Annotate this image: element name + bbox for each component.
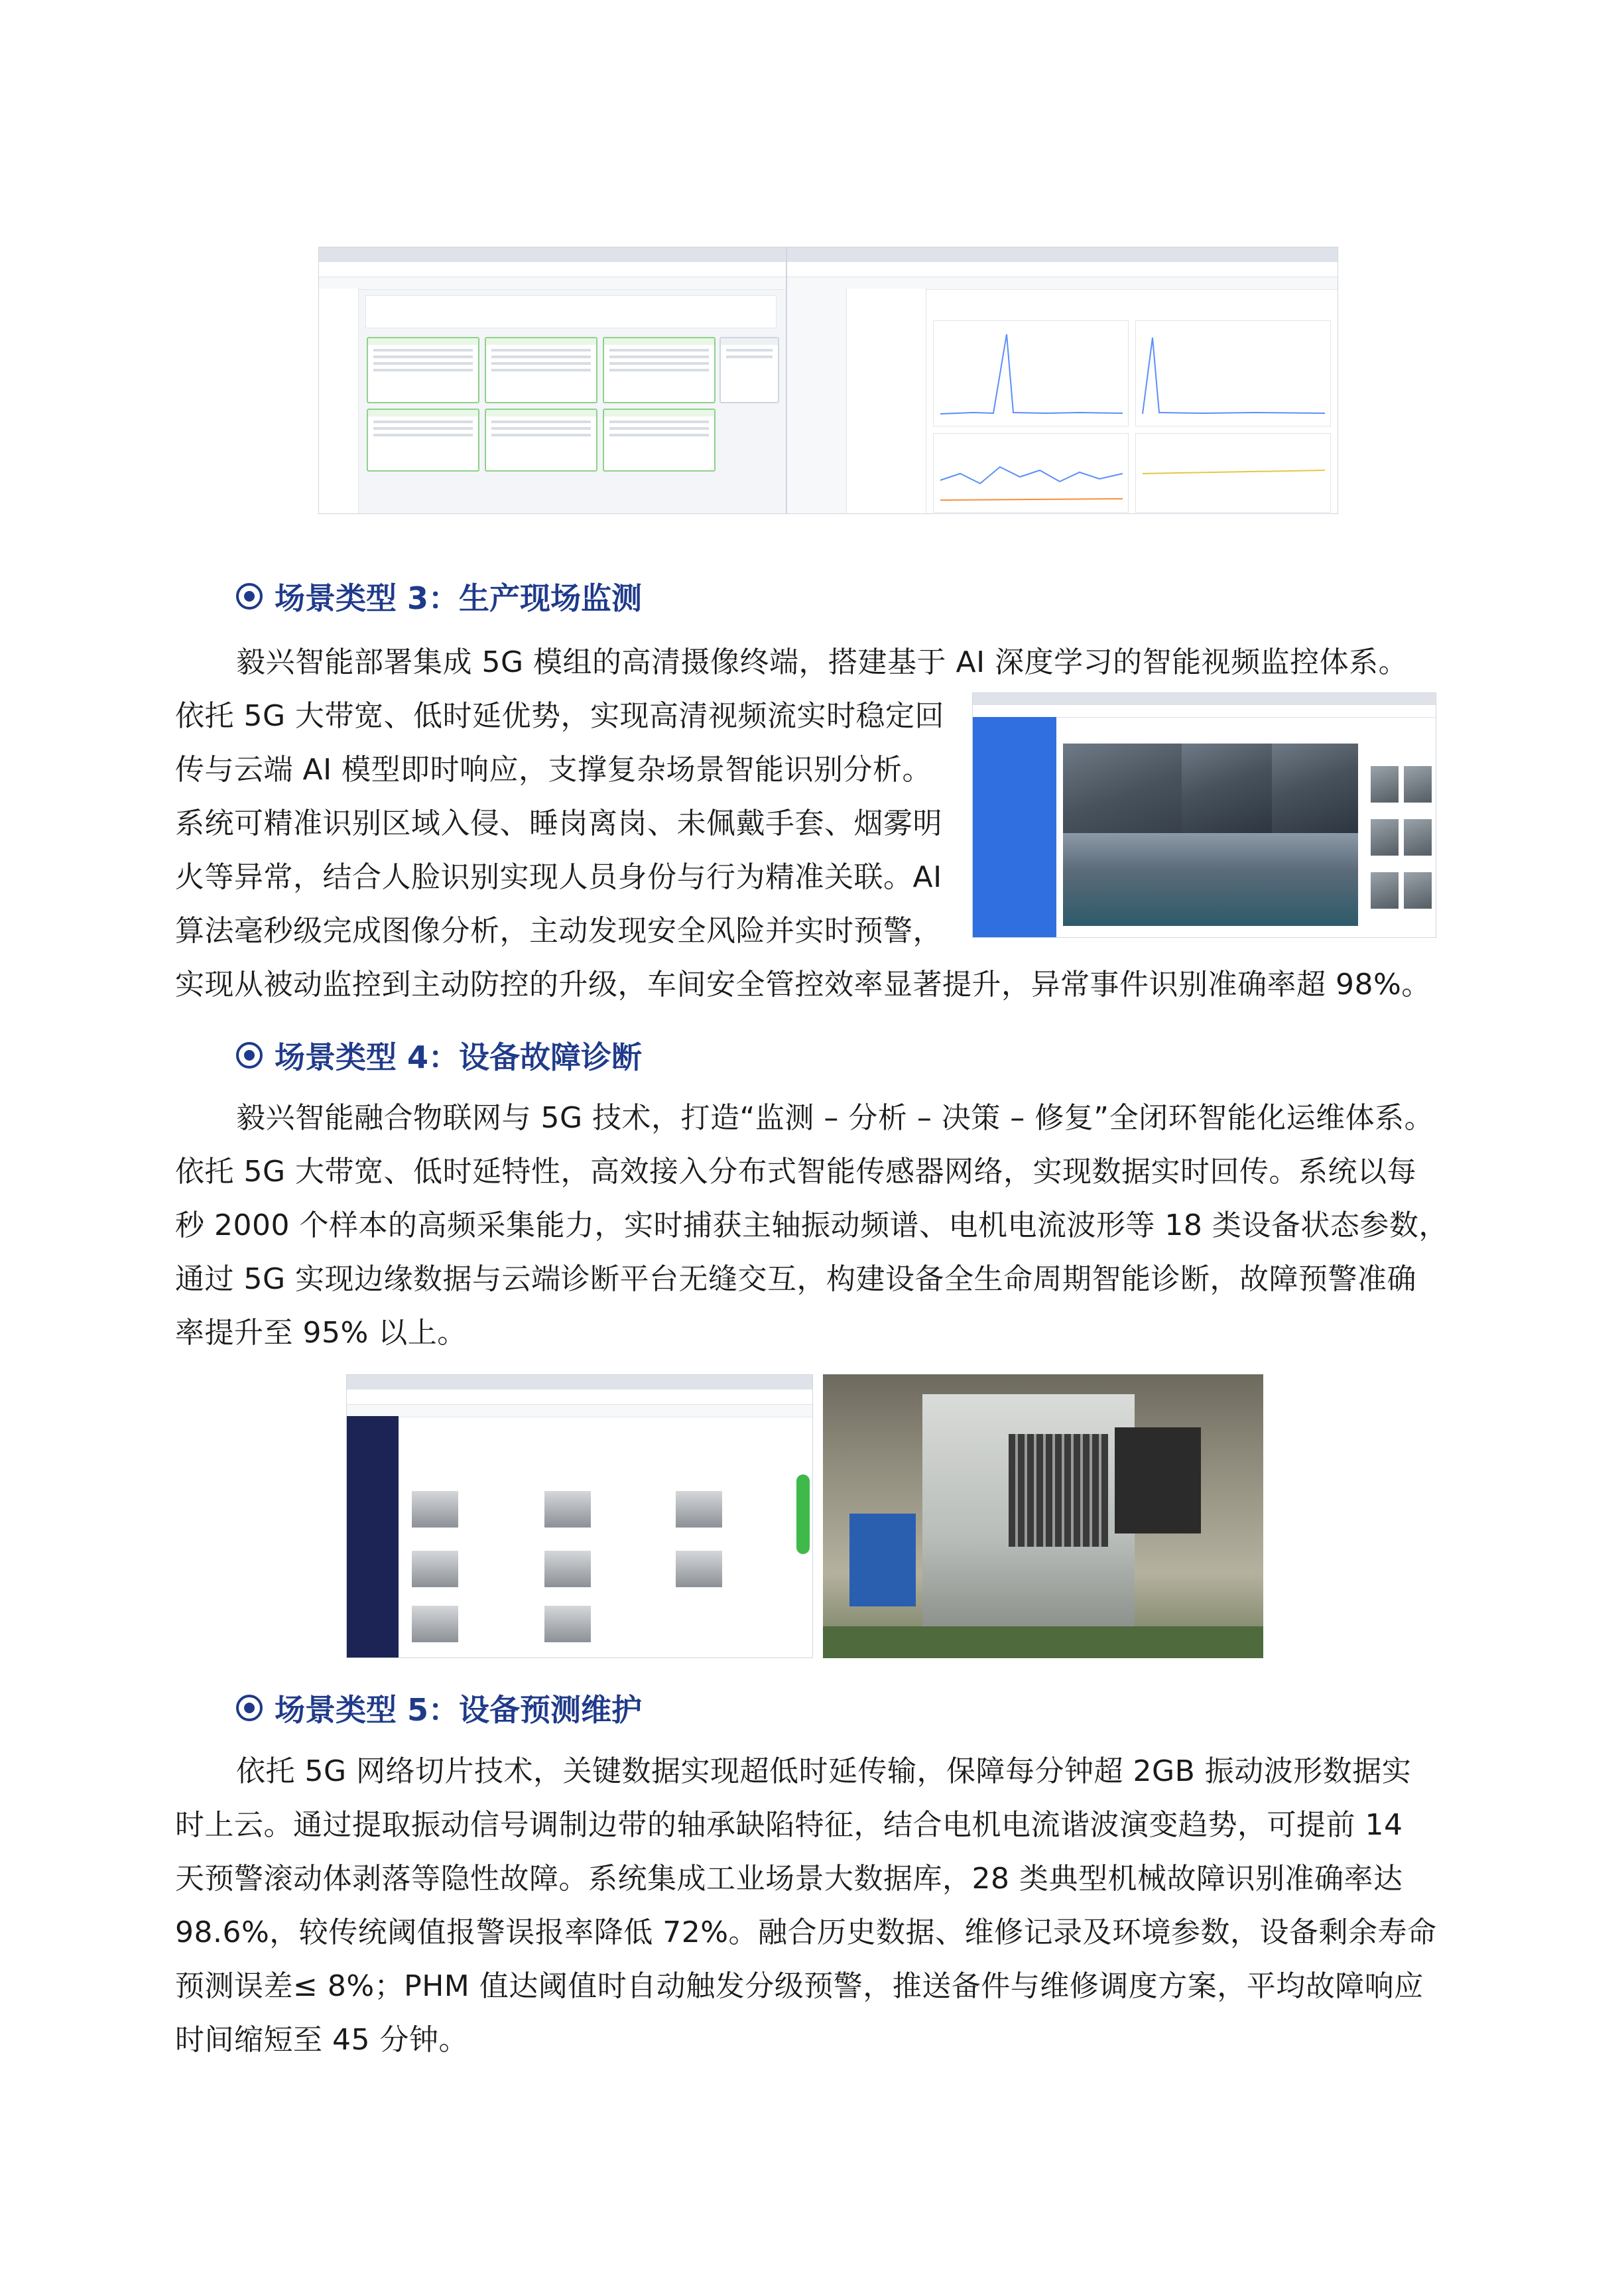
paragraph-line: 系统可精准识别区域入侵、睡岗离岗、未佩戴手套、烟雾明 — [175, 807, 942, 840]
figure-cloud-video-monitoring — [972, 692, 1436, 938]
figure-cnc-machine-photo — [823, 1374, 1263, 1658]
paragraph-line: 天预警滚动体剥落等隐性故障。系统集成工业场景大数据库，28 类典型机械故障识别准确率达 — [175, 1862, 1403, 1896]
figure-history-curves — [786, 247, 1338, 514]
paragraph-line: 98.6%，较传统阈值报警误报率降低 72%。融合历史数据、维修记录及环境参数，设备剩余寿命 — [175, 1916, 1437, 1949]
bullet-icon — [236, 1042, 263, 1069]
paragraph-line: 时间缩短至 45 分钟。 — [175, 2023, 468, 2057]
speed-chart-icon — [1136, 434, 1332, 513]
section-heading-text: 场景类型 3：生产现场监测 — [275, 580, 643, 616]
paragraph-line: 毅兴智能融合物联网与 5G 技术，打造“监测 – 分析 – 决策 – 修复”全闭环智能化运维体系。 — [236, 1101, 1434, 1135]
current-chart-icon — [934, 434, 1129, 513]
paragraph-line: 秒 2000 个样本的高频采集能力，实时捕获主轴振动频谱、电机电流波形等 18 类设备状态参数， — [175, 1208, 1448, 1242]
paragraph-line: 火等异常，结合人脸识别实现人员身份与行为精准关联。AI — [175, 860, 942, 894]
paragraph-line: 依托 5G 大带宽、低时延特性，高效接入分布式智能传感器网络，实现数据实时回传。系统以每 — [175, 1155, 1417, 1189]
paragraph-line: 依托 5G 大带宽、低时延优势，实现高清视频流实时稳定回 — [175, 699, 945, 733]
section-heading-text: 场景类型 5：设备预测维护 — [275, 1692, 643, 1728]
paragraph-line: 毅兴智能部署集成 5G 模组的高清摄像终端，搭建基于 AI 深度学习的智能视频监控体系。 — [236, 645, 1408, 679]
paragraph-line: 率提升至 95% 以上。 — [175, 1316, 467, 1350]
paragraph-line: 传与云端 AI 模型即时响应，支撑复杂场景智能识别分析。 — [175, 753, 932, 787]
section-heading-3 — [236, 574, 642, 618]
temperature-chart-icon — [1136, 321, 1332, 427]
paragraph-line: 通过 5G 实现边缘数据与云端诊断平台无缝交互，构建设备全生命周期智能诊断，故障预警准确 — [175, 1262, 1417, 1296]
paragraph-line: 预测误差≤ 8%；PHM 值达阈值时自动触发分级预警，推送备件与维修调度方案，平均故障响应 — [175, 1969, 1424, 2003]
bullet-icon — [236, 583, 263, 610]
paragraph-line: 算法毫秒级完成图像分析，主动发现安全风险并实时预警， — [175, 914, 942, 948]
vibration-chart-icon — [934, 321, 1129, 427]
paragraph-line: 依托 5G 网络切片技术，关键数据实现超低时延传输，保障每分钟超 2GB 振动波形数据实 — [236, 1754, 1412, 1788]
paragraph-line: 时上云。通过提取振动信号调制边带的轴承缺陷特征，结合电机电流谐波演变趋势，可提前 14 — [175, 1808, 1403, 1842]
paragraph-line: 实现从被动监控到主动防控的升级，车间安全管控效率显著提升，异常事件识别准确率超 98%。 — [175, 968, 1431, 1002]
figure-equipment-platform — [346, 1374, 813, 1658]
section-heading-4 — [236, 1033, 642, 1077]
figure-device-dashboard — [318, 247, 786, 514]
section-heading-5 — [236, 1686, 642, 1730]
bullet-icon — [236, 1695, 263, 1721]
section-heading-text: 场景类型 4：设备故障诊断 — [275, 1039, 643, 1075]
